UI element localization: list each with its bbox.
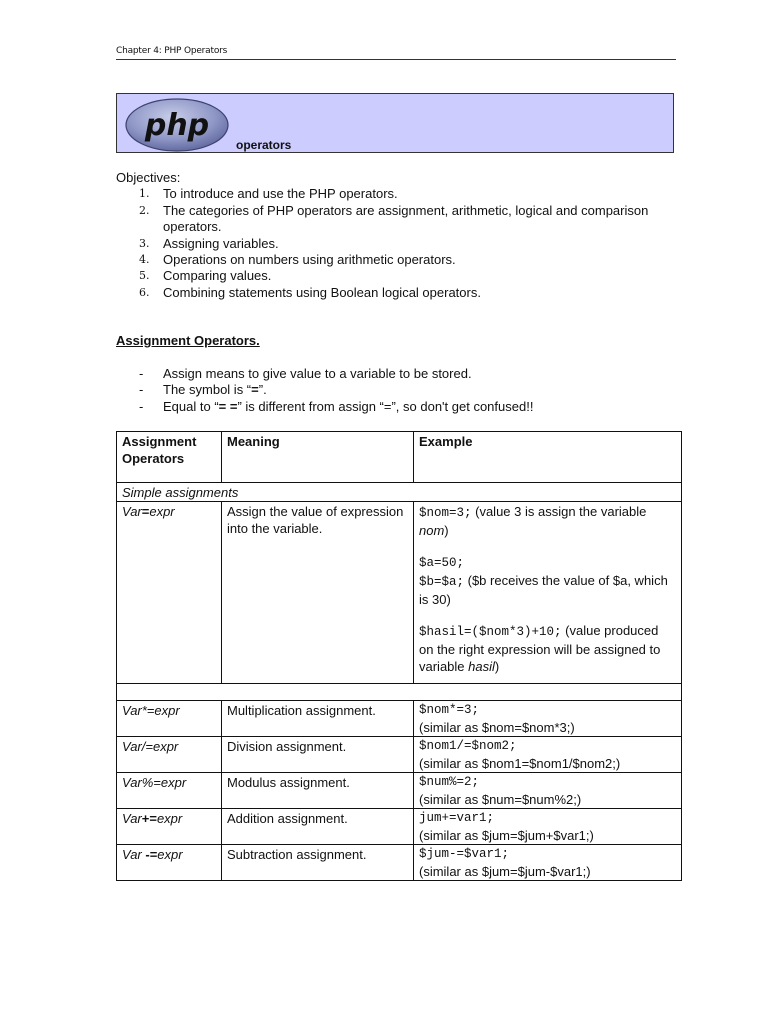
meaning-cell: Assign the value of expression into the variable. bbox=[222, 502, 414, 684]
section-title: Assignment Operators. bbox=[116, 333, 260, 348]
title-banner bbox=[116, 93, 674, 153]
header-rule bbox=[116, 59, 676, 60]
list-item: - The symbol is “=”. bbox=[139, 382, 267, 398]
table-row bbox=[117, 502, 682, 684]
example-cell: $nom=3; (value 3 is assign the variable nom) $a=50; $b=$a; ($b receives the value of $a, which is 30) $hasil=($nom*3)+10; (value produced on the right expression will be assigned to variable hasil) bbox=[414, 502, 682, 684]
table-row: Var%=expr Modulus assignment. $num%=2; (similar as $num=$num%2;) bbox=[117, 773, 682, 809]
objectives-heading: Objectives: bbox=[116, 170, 181, 185]
list-item: 4. Operations on numbers using arithmetic operators. bbox=[139, 252, 456, 268]
chapter-header: Chapter 4: PHP Operators bbox=[116, 46, 228, 56]
spacer-row bbox=[117, 684, 682, 701]
simple-assignments-label: Simple assignments bbox=[117, 483, 682, 502]
list-item: 5. Comparing values. bbox=[139, 268, 272, 284]
list-item: 2. The categories of PHP operators are assignment, arithmetic, logical and comparison operators. bbox=[139, 202, 649, 235]
header-operators: Assignment Operators bbox=[117, 432, 222, 483]
simple-assignments-row bbox=[117, 483, 682, 502]
table-row: Var*=expr Multiplication assignment. $nom*=3; (similar as $nom=$nom*3;) bbox=[117, 701, 682, 737]
table-row: Var -=expr Subtraction assignment. $jum-=$var1; (similar as $jum=$jum-$var1;) bbox=[117, 845, 682, 881]
list-item: - Assign means to give value to a variable to be stored. bbox=[139, 366, 472, 381]
banner-title: operators bbox=[236, 138, 292, 152]
operator-cell: Var=expr bbox=[117, 502, 222, 684]
objectives-list bbox=[116, 186, 676, 301]
php-logo-text: php bbox=[144, 108, 210, 143]
assignment-bullets bbox=[116, 366, 533, 415]
table-row: Var/=expr Division assignment. $nom1/=$nom2; (similar as $nom1=$nom1/$nom2;) bbox=[117, 737, 682, 773]
header-example: Example bbox=[414, 432, 682, 483]
list-item: 3. Assigning variables. bbox=[139, 235, 279, 251]
list-item: 6. Combining statements using Boolean logical operators. bbox=[139, 284, 481, 300]
php-logo bbox=[124, 97, 230, 153]
table-row: Var+=expr Addition assignment. jum+=var1; (similar as $jum=$jum+$var1;) bbox=[117, 809, 682, 845]
table-header-row bbox=[117, 432, 682, 483]
header-meaning: Meaning bbox=[222, 432, 414, 483]
objectives-section bbox=[116, 170, 676, 301]
list-item: - Equal to “= =” is different from assign “=”, so don't get confused!! bbox=[139, 398, 534, 414]
list-item: 1. To introduce and use the PHP operators. bbox=[139, 186, 398, 202]
assignment-operators-table bbox=[116, 431, 682, 881]
